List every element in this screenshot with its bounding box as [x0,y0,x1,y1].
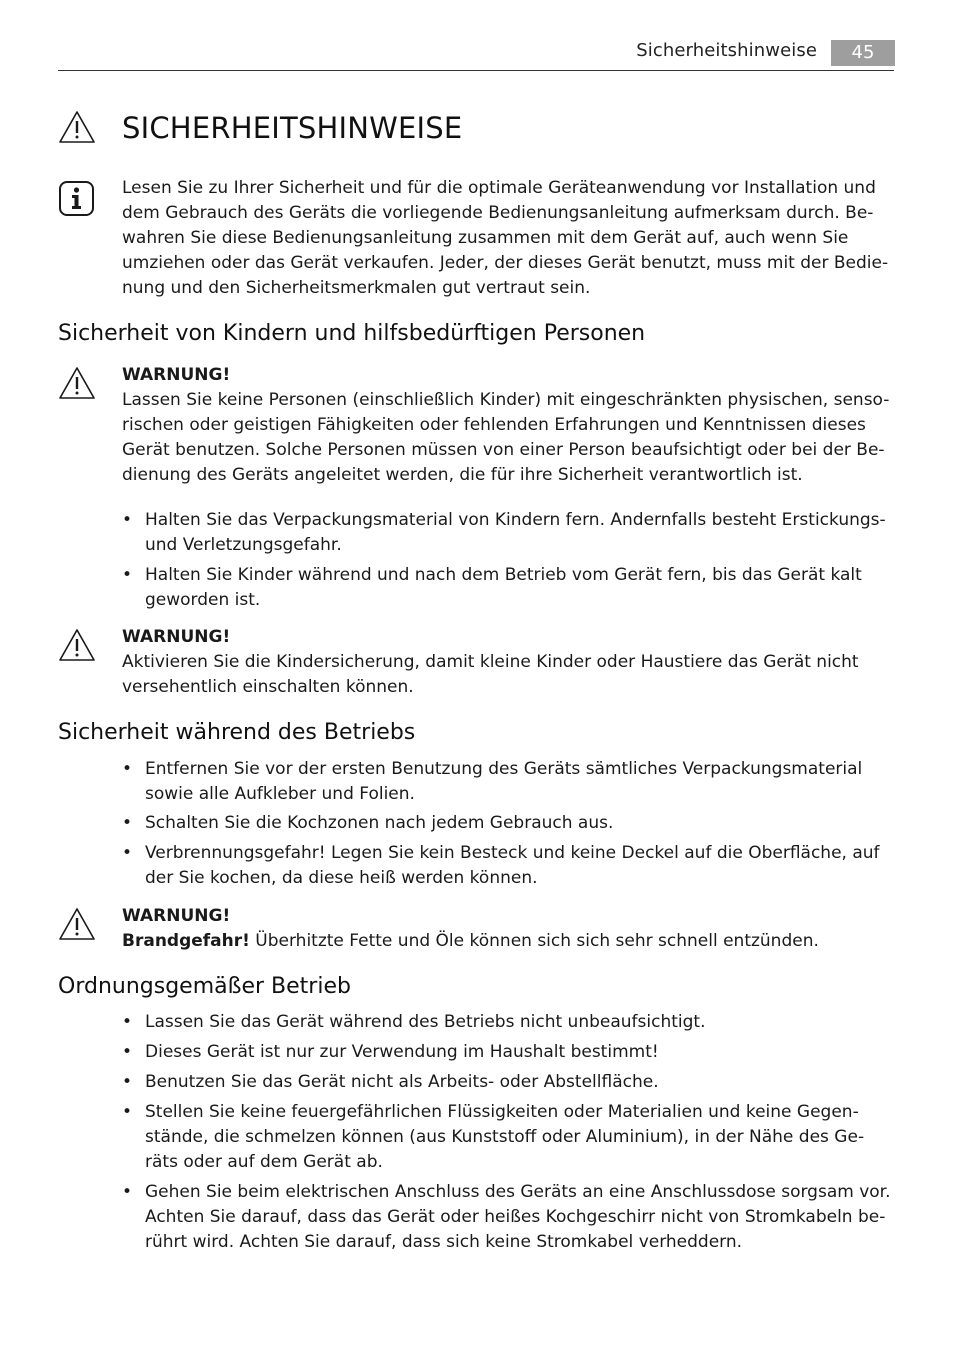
list-item: • Gehen Sie beim elektrischen Anschluss des Geräts an eine Anschlussdose sorgsam vor. Achten Sie darauf, dass das Gerät oder heißes Kochgeschirr nicht von Stromkabeln be- rührt wird. Achten Sie darauf, dass sich keine Stromkabel verheddern. [122,1182,891,1252]
bullet-glyph: • [122,1042,133,1062]
section-heading-children-safety: Sicherheit von Kindern und hilfsbedürftigen Personen [58,321,646,346]
fire-hazard-lead: Brandgefahr! [122,931,250,951]
bullet-glyph: • [122,1182,133,1202]
warning-block-fire: WARNUNG! Brandgefahr! Überhitzte Fette und Öle können sich sich sehr schnell entzünden. [122,904,902,954]
bullet-glyph: • [122,1072,133,1092]
list-item: • Halten Sie das Verpackungsmaterial von Kindern fern. Andernfalls besteht Erstickungs- und Verletzungsgefahr. [122,510,886,555]
warning-label: WARNUNG! [122,365,231,385]
bullet-glyph: • [122,510,133,530]
section-heading-operation-safety: Sicherheit während des Betriebs [58,720,416,745]
bullet-glyph: • [122,565,133,585]
warning-triangle-icon [58,907,96,941]
warning-label: WARNUNG! [122,906,231,926]
intro-paragraph: Lesen Sie zu Ihrer Sicherheit und für die optimale Geräteanwendung vor Installation und dem Gebrauch des Geräts die vorliegende Bedienungsanleitung aufmerksam durch. Be- wahren Sie diese Bedienungsanleitung zusammen mit dem Gerät auf, auch wenn Sie umziehen oder das Gerät verkaufen. Jeder, der dieses Gerät benutzt, muss mit der Bedie- nung und den Sicherheitsmerkmalen gut vertraut sein. [122,178,889,298]
bullet-glyph: • [122,1102,133,1122]
warning-block-child-lock: WARNUNG! Aktivieren Sie die Kindersicherung, damit kleine Kinder oder Haustiere das Gerät nicht versehentlich einschalten können. [122,625,902,700]
header-rule [58,70,894,71]
warning-triangle-icon [58,366,96,400]
page-title: SICHERHEITSHINWEISE [122,111,463,145]
list-item: • Schalten Sie die Kochzonen nach jedem Gebrauch aus. [122,811,902,836]
warning-label: WARNUNG! [122,627,231,647]
warning-block-persons: WARNUNG! Lassen Sie keine Personen (einschließlich Kinder) mit eingeschränkten physischen, senso- rischen oder geistigen Fähigkeiten oder fehlenden Erfahrungen und Kenntnissen dieses Gerät benutzen. Solche Personen müssen von einer Person beaufsichtigt oder bei der Be- dienung des Geräts angeleitet werden, die für ihre Sicherheit verantwortlich ist. [122,363,902,488]
bullet-glyph: • [122,759,133,779]
list-item: • Benutzen Sie das Gerät nicht als Arbeits- oder Abstellfläche. [122,1070,902,1095]
running-header: Sicherheitshinweise [636,40,817,61]
bullet-glyph: • [122,843,133,863]
info-icon [58,180,95,217]
section-heading-proper-use: Ordnungsgemäßer Betrieb [58,974,351,999]
list-item: • Entfernen Sie vor der ersten Benutzung des Geräts sämtliches Verpackungsmaterial sowie alle Aufkleber und Folien. [122,759,863,804]
list-item: • Lassen Sie das Gerät während des Betriebs nicht unbeaufsichtigt. [122,1010,902,1035]
bullet-glyph: • [122,813,133,833]
warning-triangle-icon [58,110,96,144]
list-item: • Verbrennungsgefahr! Legen Sie kein Besteck und keine Deckel auf die Oberfläche, auf der Sie kochen, da diese heiß werden können. [122,843,880,888]
bullet-glyph: • [122,1012,133,1032]
list-item: • Dieses Gerät ist nur zur Verwendung im Haushalt bestimmt! [122,1040,902,1065]
list-item: • Halten Sie Kinder während und nach dem Betrieb vom Gerät fern, bis das Gerät kalt geworden ist. [122,565,862,610]
list-item: • Stellen Sie keine feuergefährlichen Flüssigkeiten oder Materialien und keine Gegen- stände, die schmelzen können (aus Kunststoff oder Aluminium), in der Nähe des Ge- räts oder auf dem Gerät ab. [122,1102,865,1172]
warning-triangle-icon [58,628,96,662]
page-number-badge: 45 [831,40,895,66]
